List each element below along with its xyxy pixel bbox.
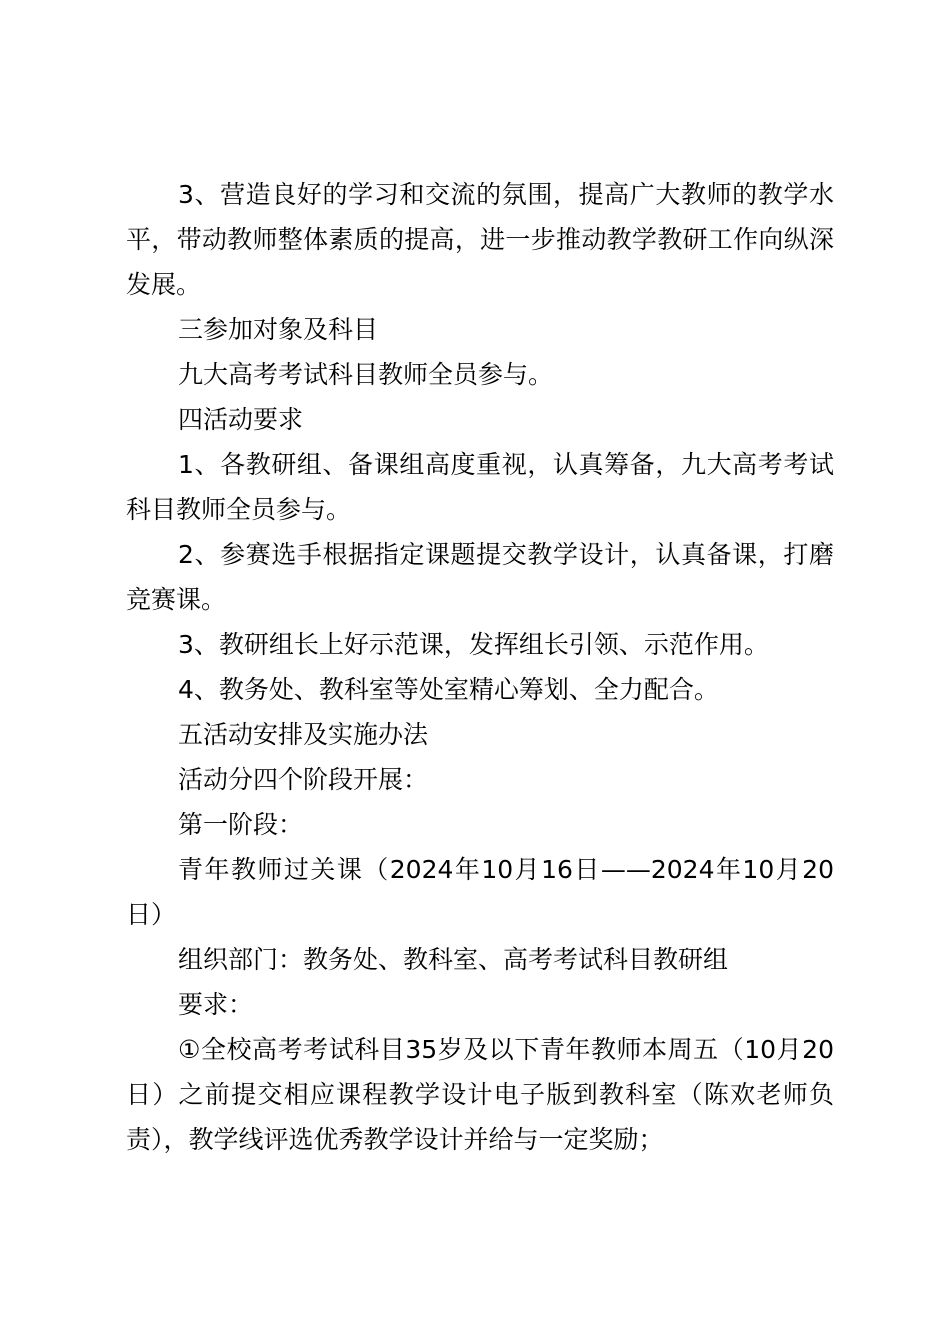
heading-stage-one: 第一阶段： — [178, 810, 304, 839]
paragraph-organizers: 组织部门：教务处、教科室、高考考试科目教研组 — [178, 945, 729, 974]
heading-participants-subjects: 三参加对象及科目 — [178, 315, 379, 344]
paragraph-requirement-1: 1、各教研组、备课组高度重视，认真筹备，九大高考考试科目教师全员参与。 — [126, 450, 834, 524]
paragraph-requirement-item-1: ①全校高考考试科目35岁及以下青年教师本周五（10月20日）之前提交相应课程教学设计电子版到教科室（陈欢老师负责），教学线评选优秀教学设计并给与一定奖励； — [126, 1035, 834, 1154]
paragraph-goal-3: 3、营造良好的学习和交流的氛围，提高广大教师的教学水平，带动教师整体素质的提高，进一步推动教学教研工作向纵深发展。 — [126, 180, 834, 299]
heading-activity-arrangement: 五活动安排及实施办法 — [178, 720, 429, 749]
paragraph-requirement-3: 3、教研组长上好示范课，发挥组长引领、示范作用。 — [178, 630, 769, 659]
heading-activity-requirements: 四活动要求 — [178, 405, 304, 434]
paragraph-four-stages: 活动分四个阶段开展： — [178, 765, 429, 794]
paragraph-requirement-2: 2、参赛选手根据指定课题提交教学设计，认真备课，打磨竞赛课。 — [126, 540, 834, 614]
paragraph-participants: 九大高考考试科目教师全员参与。 — [178, 360, 554, 389]
document-body — [126, 172, 834, 1162]
heading-requirements: 要求： — [178, 990, 254, 1019]
paragraph-stage-one-title: 青年教师过关课（2024年10月16日——2024年10月20日） — [126, 855, 834, 929]
paragraph-requirement-4: 4、教务处、教科室等处室精心筹划、全力配合。 — [178, 675, 719, 704]
